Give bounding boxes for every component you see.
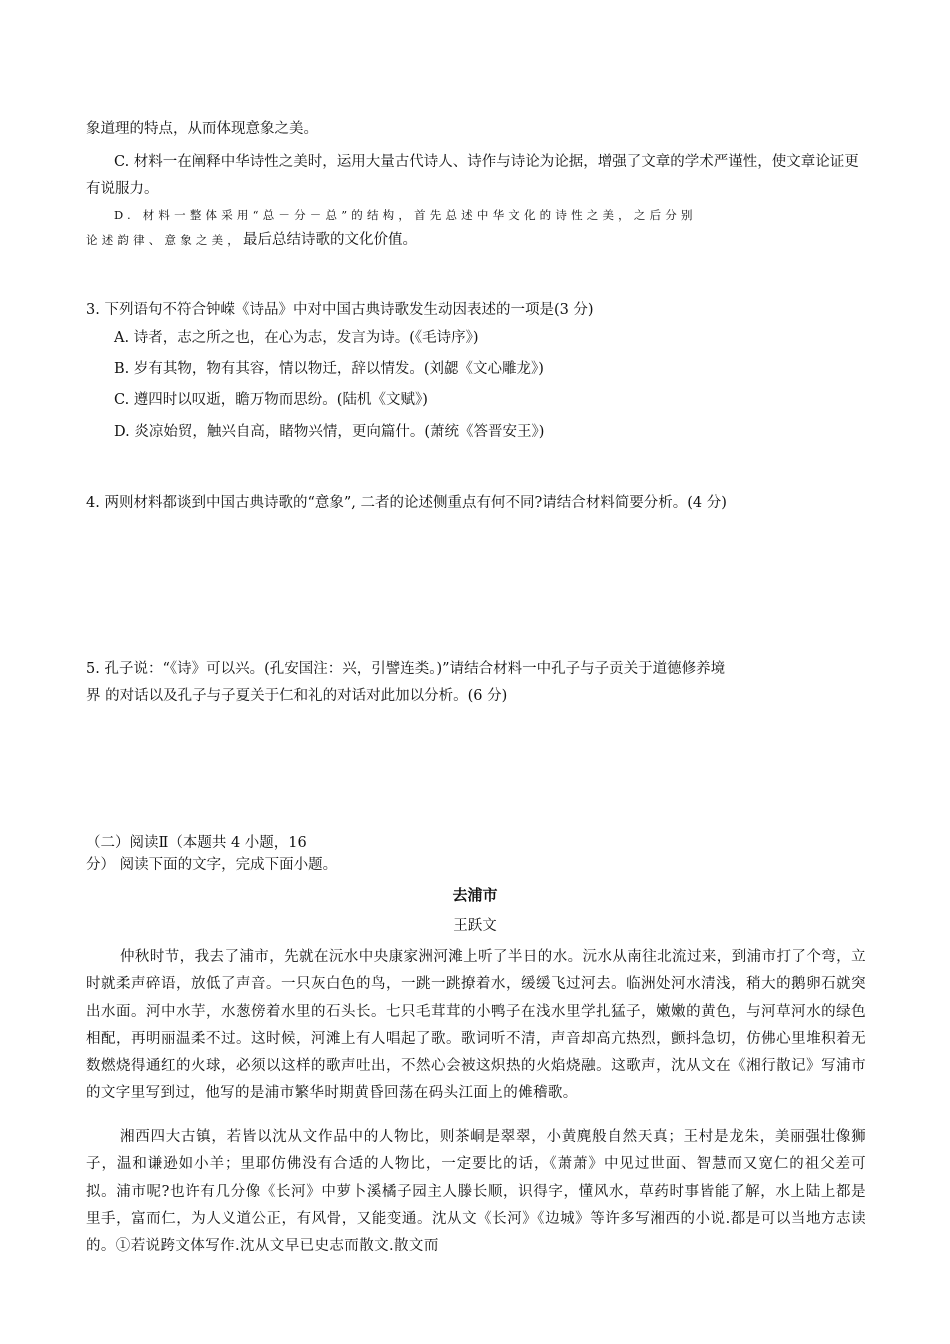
article-title: 去浦市	[452, 886, 498, 904]
section2-heading-line1: （二）阅读Ⅱ（本题共 4 小题，16	[86, 835, 307, 851]
q2-option-d-line1: D. 材料一整体采用“总－分－总”的结构，首先总述中华文化的诗性之美，之后分别	[114, 208, 697, 222]
article-paragraph-1: 仲秋时节，我去了浦市，先就在沅水中央康家洲河滩上听了半日的水。沅水从南往北流过来，到浦市打了个弯，立时就柔声碎语，放低了声音。一只灰白色的鸟，一跳一跳撩着水，缓缓飞过河去。临洲处河水清浅，稍大的鹅卵石就突出水面。河中水芋，水葱傍着水里的石头长。七只毛茸茸的小鸭子在浅水里学扎猛子，嫩嫩的黄色，与河草河水的绿色相配，再明丽温柔不过。这时候，河滩上有人唱起了歌。歌词听不清，声音却高亢热烈，颤抖急切，仿佛心里堆积着无数燃烧得通红的火球，必须以这样的歌声吐出，不然心会被这炽热的火焰烧融。这歌声，沈从文在《湘行散记》写浦市的文字里写到过，他写的是浦市繁华时期黄昏回荡在码头江面上的傩稽歌。	[86, 949, 866, 1102]
article-author: 王跃文	[453, 918, 497, 934]
q5-line2: 界 的对话以及孔子与子夏关于仁和礼的对话对此加以分析。(6 分)	[86, 688, 508, 704]
q3-stem: 3. 下列语句不符合钟嵘《诗品》中对中国古典诗歌发生动因表述的一项是(3 分)	[86, 302, 594, 318]
q5-line1: 5. 孔子说：“《诗》可以兴。(孔安国注：兴，引譬连类。)”请结合材料一中孔子与子贡关于道德修养境	[86, 661, 726, 677]
q3-option-b: B. 岁有其物，物有其容，情以物迁，辞以情发。(刘勰《文心雕龙》)	[114, 361, 544, 377]
q3-option-a: A. 诗者，志之所之也，在心为志，发言为诗。(《毛诗序》)	[114, 330, 479, 346]
q4-stem: 4. 两则材料都谈到中国古典诗歌的“意象”, 二者的论述侧重点有何不同?请结合材料简要分析。(4 分)	[86, 495, 727, 511]
q2-option-d-line2	[86, 227, 866, 254]
q2-option-c: C. 材料一在阐释中华诗性之美时，运用大量古代诗人、诗作与诗论为论据，增强了文章的学术严谨性，使文章论证更有说服力。	[86, 154, 859, 197]
q2-option-b-tail: 象道理的特点，从而体现意象之美。	[86, 121, 318, 137]
section2-heading-line2: 分） 阅读下面的文字，完成下面小题。	[86, 857, 338, 873]
q3-option-d: D. 炎凉始贸，触兴自高，睹物兴情，更向篇什。(萧统《答晋安王》)	[114, 424, 545, 440]
q2-option-d-line2-spaced: 论述韵律、意象之美，	[86, 233, 243, 247]
q2-option-d-line2-tail: 最后总结诗歌的文化价值。	[243, 232, 417, 248]
article-paragraph-2: 湘西四大古镇，若皆以沈从文作品中的人物比，则茶峒是翠翠，小黄麂般自然天真；王村是龙朱，美丽强壮像狮子，温和谦逊如小羊；里耶仿佛没有合适的人物比，一定要比的话，《萧萧》中见过世面、智慧而又宽仁的祖父差可拟。浦市呢?也许有几分像《长河》中萝卜溪橘子园主人滕长顺，识得字，懂风水，草药时事皆能了解，水上陆上都是里手，富而仁，为人义道公正，有风骨，又能变通。沈从文《长河》《边城》等许多写湘西的小说.都是可以当地方志读的。①若说跨文体写作.沈从文早已史志而散文.散文而	[86, 1129, 866, 1255]
q3-option-c: C. 遵四时以叹逝，瞻万物而思纷。(陆机《文赋》)	[114, 392, 428, 408]
